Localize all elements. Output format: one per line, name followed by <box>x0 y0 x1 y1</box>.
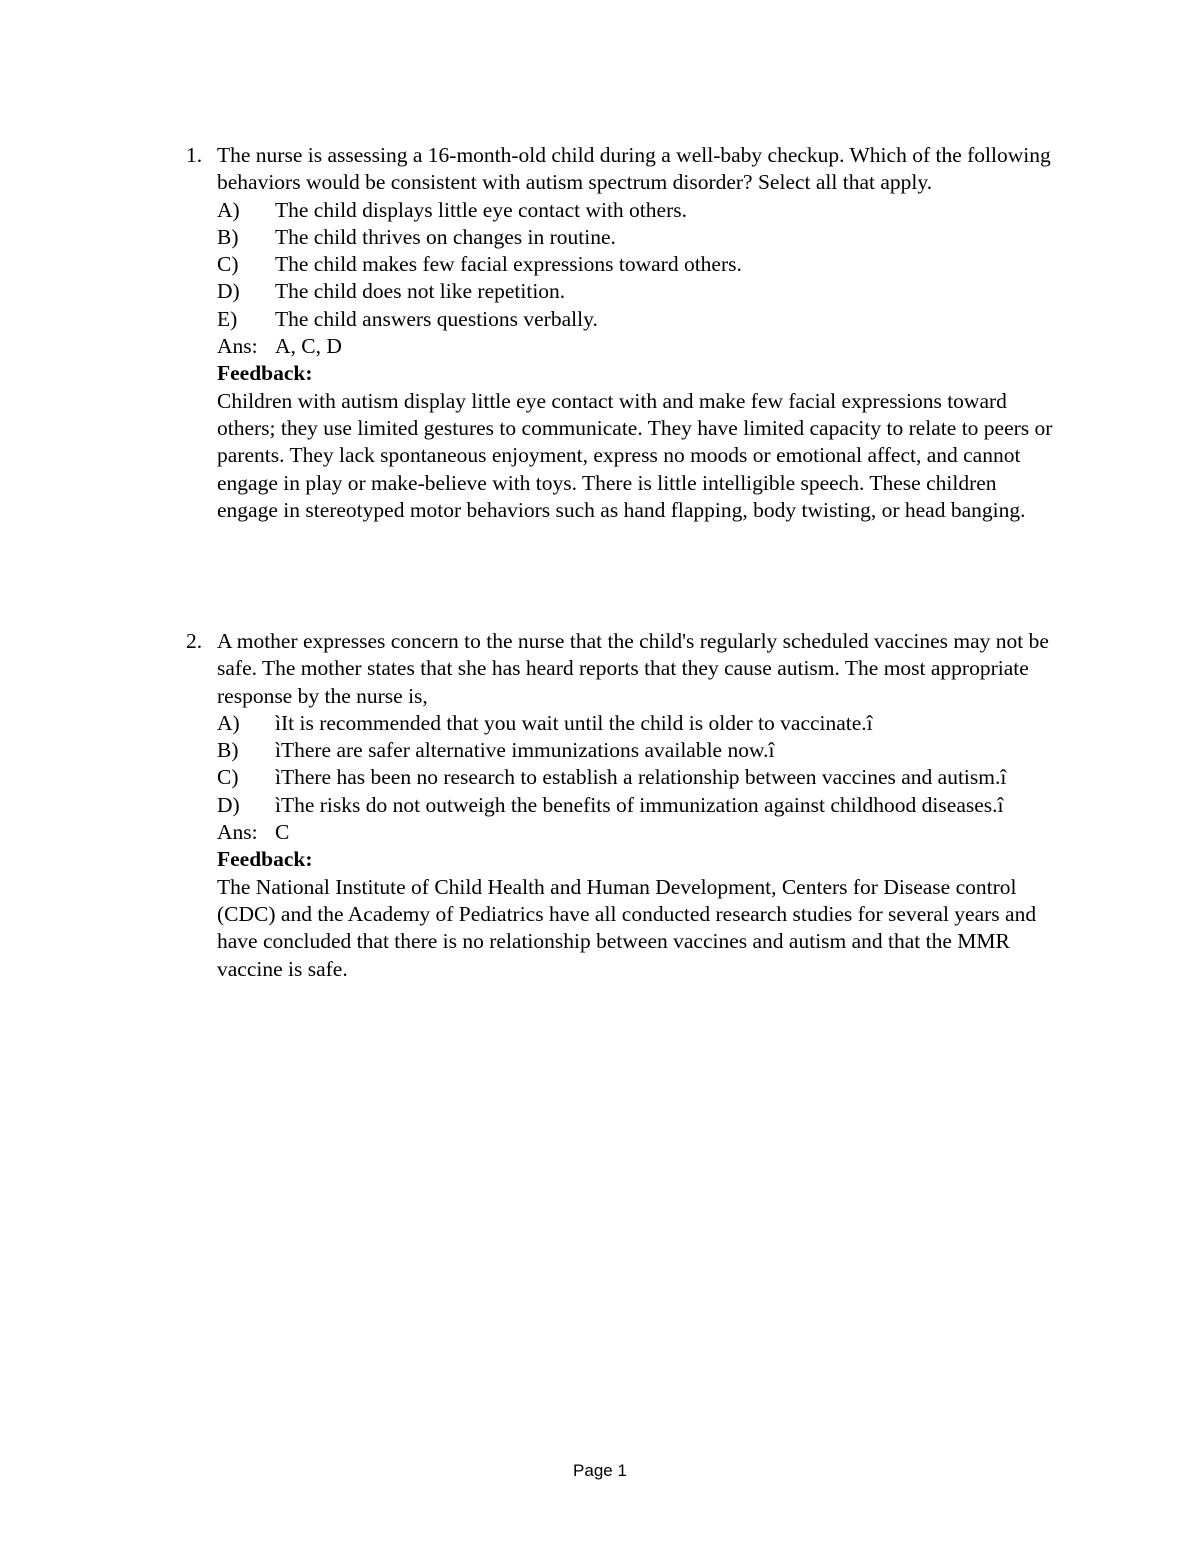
option-letter: A) <box>217 710 240 735</box>
option-text: ìIt is recommended that you wait until the child is older to vaccinate.î <box>275 710 873 735</box>
answer-line <box>217 819 1066 846</box>
option-letter: B) <box>217 224 239 249</box>
feedback-text: The National Institute of Child Health and Human Development, Centers for Disease control (CDC) and the Academy of Pediatrics have all conducted research studies for several years and have concluded that there is no relationship between vaccines and autism and that the MMR vaccine is safe. <box>217 874 1037 981</box>
question-stem: A mother expresses concern to the nurse that the child's regularly scheduled vaccines may not be safe. The mother states that she has heard reports that they cause autism. The most appropriate response by the nurse is, <box>217 629 1049 708</box>
option-letter: C) <box>217 252 239 277</box>
option-text: ìThere has been no research to establish a relationship between vaccines and autism.î <box>275 765 1007 790</box>
option-text: ìThere are safer alternative immunizations available now.î <box>275 738 775 763</box>
answer-option-c <box>217 764 1066 791</box>
answer-option-d <box>217 278 1066 305</box>
answer-label: Ans: <box>217 334 258 359</box>
answer-value: A, C, D <box>275 334 342 359</box>
answer-option-b <box>217 737 1066 764</box>
option-letter: D) <box>217 792 240 817</box>
feedback-heading: Feedback: <box>217 847 313 872</box>
option-letter: E) <box>217 306 238 331</box>
answer-option-b <box>217 224 1066 251</box>
option-text: The child makes few facial expressions toward others. <box>275 252 742 277</box>
option-letter: C) <box>217 765 239 790</box>
answer-option-c <box>217 251 1066 278</box>
option-text: The child does not like repetition. <box>275 279 566 304</box>
feedback-text: Children with autism display little eye contact with and make few facial expressions toward others; they use limited gestures to communicate. They have limited capacity to relate to peers or parents. They lack spontaneous enjoyment, express no moods or emotional affect, and cannot engage in play or make-believe with toys. There is little intelligible speech. These children engage in stereotyped motor behaviors such as hand flapping, body twisting, or head banging. <box>217 388 1053 522</box>
question-2 <box>186 628 1066 983</box>
option-text: The child answers questions verbally. <box>275 306 598 331</box>
question-1 <box>186 142 1066 524</box>
option-letter: D) <box>217 279 240 304</box>
answer-line <box>217 333 1066 360</box>
question-stem: The nurse is assessing a 16-month-old child during a well-baby checkup. Which of the following behaviors would be consistent with autism spectrum disorder? Select all that apply. <box>217 143 1051 195</box>
page-number: Page 1 <box>573 1461 627 1480</box>
option-text: The child displays little eye contact with others. <box>275 197 687 222</box>
answer-option-e <box>217 306 1066 333</box>
feedback-heading: Feedback: <box>217 361 313 386</box>
option-text: The child thrives on changes in routine. <box>275 224 616 249</box>
answer-option-a <box>217 710 1066 737</box>
question-number: 1. <box>186 143 203 167</box>
question-number: 2. <box>186 629 203 653</box>
option-text: ìThe risks do not outweigh the benefits of immunization against childhood diseases.î <box>275 792 1004 817</box>
option-letter: A) <box>217 197 240 222</box>
option-letter: B) <box>217 738 239 763</box>
answer-option-a <box>217 197 1066 224</box>
answer-option-d <box>217 792 1066 819</box>
answer-label: Ans: <box>217 820 258 845</box>
answer-value: C <box>275 820 290 845</box>
